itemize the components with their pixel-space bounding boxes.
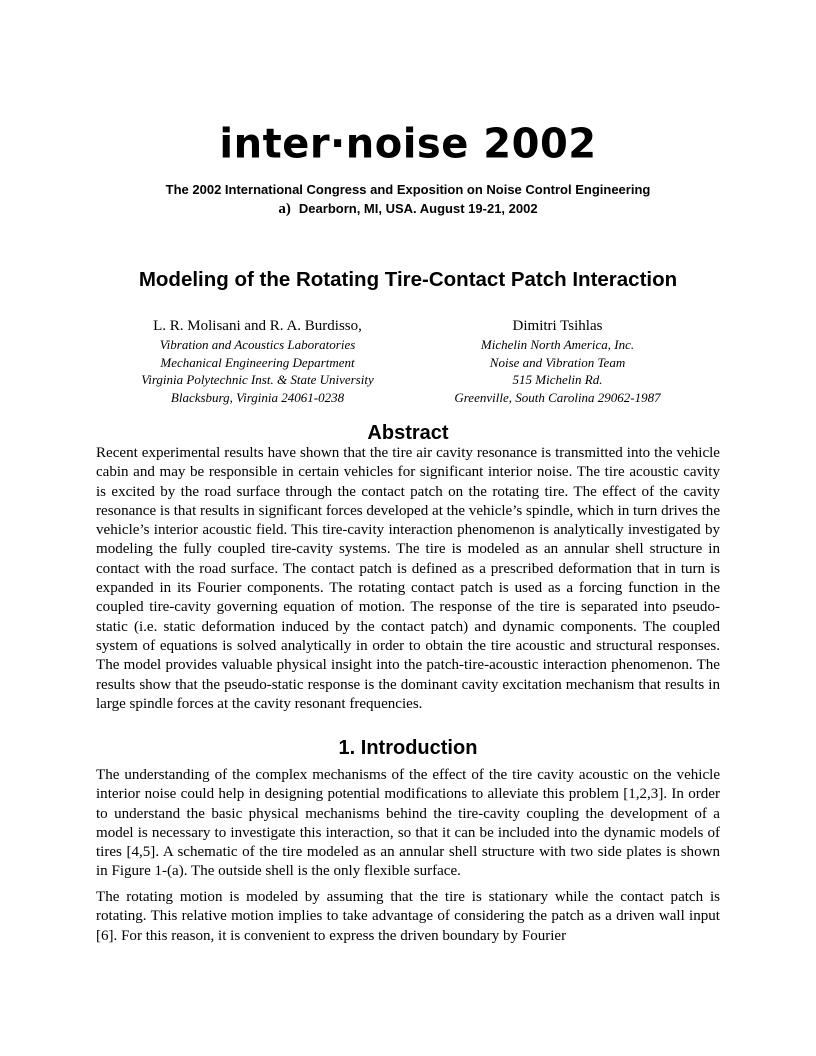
affiliation-line: Vibration and Acoustics Laboratories [159, 337, 356, 352]
location-text: Dearborn, MI, USA. August 19-21, 2002 [298, 201, 538, 216]
location-marker: a) [278, 201, 291, 217]
introduction-heading: 1. Introduction [338, 737, 478, 759]
author-block-right [425, 317, 690, 406]
affiliation-line: Noise and Vibration Team [489, 354, 626, 370]
author-block-left [105, 317, 410, 406]
affiliation-line: 515 Michelin Rd. [512, 372, 603, 387]
author-names: Dimitri Tsihlas [512, 318, 603, 334]
introduction-paragraph: The rotating motion is modeled by assuming that the tire is stationary while the contact patch is rotating. This relative motion implies to take advantage of considering the patch as a driven wall input [6]. For this reason, it is convenient to express the driven boundary by Fourier [96, 889, 720, 944]
abstract-heading: Abstract [367, 422, 449, 444]
affiliation-line: Virginia Polytechnic Inst. & State University [141, 372, 374, 387]
conference-location [0, 201, 816, 217]
introduction-paragraph: The understanding of the complex mechanisms of the effect of the tire cavity acoustic on the vehicle interior noise could help in designing potential modifications to alleviate this problem [1,2,3]. In order to understand the basic physical mechanisms behind the tire-cavity coupling the development of a model is necessary to investigate this interaction, so that it can be included into the dynamic models of tires [4,5]. A schematic of the tire modeled as an annular shell structure with two side plates is shown in Figure 1-(a). The outside shell is the only flexible surface. [96, 767, 720, 880]
paper-title: Modeling of the Rotating Tire-Contact Patch Interaction [138, 268, 678, 291]
conference-logo: inter·noise 2002 [219, 120, 597, 168]
abstract-text: Recent experimental results have shown that the tire air cavity resonance is transmitted into the vehicle cabin and may be responsible in certain vehicles for significant interior noise. The tire acoustic cavity is excited by the road surface through the contact patch on the rotating tire. The effect of the cavity resonance is that results in significant forces developed at the vehicle’s spindle, which in turn drives the vehicle’s interior acoustic field. This tire-cavity interaction phenomenon is analytically investigated by modeling the fully coupled tire-cavity systems. The tire is modeled as an annular shell structure in contact with the road surface. The contact patch is defined as a prescribed deformation that in turn is expanded in its Fourier components. The rotating contact patch is used as a forcing function in the coupled tire-cavity governing equation of motion. The response of the tire is separated into pseudo-static (i.e. static deformation induced by the contact patch) and dynamic components. The coupled system of equations is solved analytically in order to obtain the tire acoustic and structural responses. The model provides valuable physical insight into the patch-tire-acoustic interaction phenomenon. The results show that the pseudo-static response is the dominant cavity excitation mechanism that results in large spindle forces at the cavity resonant frequencies. [96, 445, 720, 712]
conference-name: The 2002 International Congress and Exposition on Noise Control Engineering [165, 182, 651, 197]
affiliation-line: Blacksburg, Virginia 24061-0238 [170, 389, 345, 405]
affiliation-line: Greenville, South Carolina 29062-1987 [454, 389, 661, 405]
author-names: L. R. Molisani and R. A. Burdisso, [153, 318, 362, 334]
affiliation-line: Michelin North America, Inc. [480, 337, 635, 352]
affiliation-line: Mechanical Engineering Department [160, 354, 355, 370]
